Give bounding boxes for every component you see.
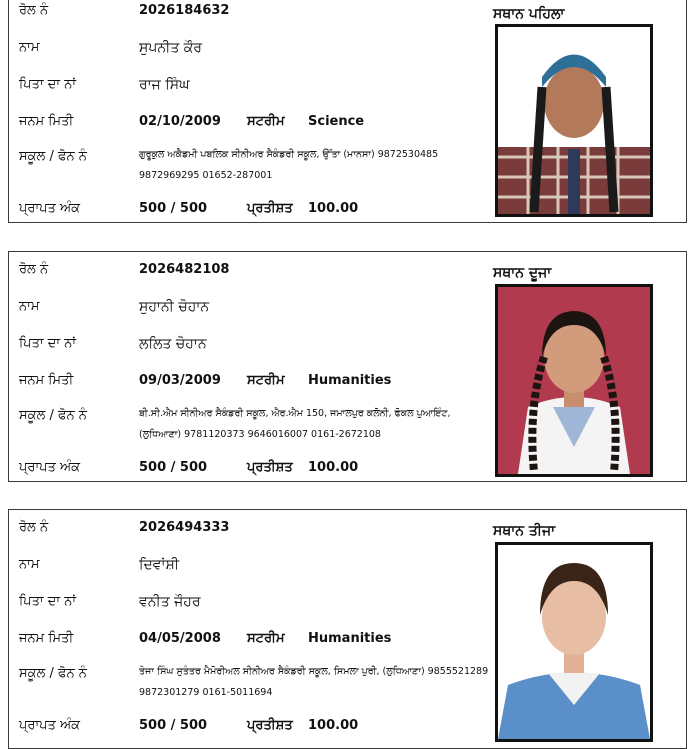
- marks-value: 500 / 500: [139, 718, 208, 733]
- father-label: ਪਿਤਾ ਦਾ ਨਾਂ: [19, 594, 77, 609]
- school-label: ਸਕੂਲ / ਫੋਨ ਨੰ: [19, 408, 87, 423]
- name-value: ਸੁਹਾਨੀ ਚੋਹਾਨ: [139, 299, 210, 315]
- student-portrait-image: [498, 27, 650, 214]
- father-value: ਵਨੀਤ ਜੌਹਰ: [139, 594, 201, 610]
- percent-value: 100.00: [308, 201, 359, 216]
- roll-label: ਰੋਲ ਨੰ: [19, 3, 49, 18]
- school-value: ਬੀ.ਸੀ.ਐਮ ਸੀਨੀਅਰ ਸੈਕੰਡਰੀ ਸਕੂਲ, ਐਰ.ਐਮ 150, ਜਮਾਲਪੁਰ ਕਲੋਨੀ, ਫੋਕਲ ਪੁਆਇੰਟ, (ਲੁਧਿਆਣਾ) 9781120373 9646016007 0161-2672108: [139, 408, 451, 440]
- marks-value: 500 / 500: [139, 201, 208, 216]
- student-photo: [495, 542, 653, 742]
- stream-label: ਸਟਰੀਮ: [247, 114, 285, 129]
- marks-label: ਪ੍ਰਾਪਤ ਅੰਕ: [19, 460, 81, 475]
- name-label: ਨਾਮ: [19, 40, 40, 55]
- marks-label: ਪ੍ਰਾਪਤ ਅੰਕ: [19, 201, 81, 216]
- roll-value: 2026494333: [139, 520, 230, 535]
- stream-value: Science: [308, 114, 365, 129]
- percent-label: ਪ੍ਰਤੀਸ਼ਤ: [247, 718, 293, 733]
- father-label: ਪਿਤਾ ਦਾ ਨਾਂ: [19, 77, 77, 92]
- student-card-2: [8, 251, 687, 482]
- stream-value: Humanities: [308, 631, 392, 646]
- dob-label: ਜਨਮ ਮਿਤੀ: [19, 114, 74, 129]
- dob-label: ਜਨਮ ਮਿਤੀ: [19, 373, 74, 388]
- percent-label: ਪ੍ਰਤੀਸ਼ਤ: [247, 201, 293, 216]
- marks-label: ਪ੍ਰਾਪਤ ਅੰਕ: [19, 718, 81, 733]
- dob-value: 02/10/2009: [139, 114, 221, 129]
- stream-value: Humanities: [308, 373, 392, 388]
- roll-label: ਰੋਲ ਨੰ: [19, 520, 49, 535]
- roll-label: ਰੋਲ ਨੰ: [19, 262, 49, 277]
- name-value: ਦਿਵਾਂਸ਼ੀ: [139, 557, 180, 573]
- stream-label: ਸਟਰੀਮ: [247, 373, 285, 388]
- roll-value: 2026184632: [139, 3, 230, 18]
- father-label: ਪਿਤਾ ਦਾ ਨਾਂ: [19, 336, 77, 351]
- student-card-3: [8, 509, 687, 749]
- student-photo: [495, 24, 653, 217]
- place-label: ਸਥਾਨ ਪਹਿਲਾ: [493, 6, 565, 22]
- student-card-1: [8, 0, 687, 223]
- marks-value: 500 / 500: [139, 460, 208, 475]
- stream-label: ਸਟਰੀਮ: [247, 631, 285, 646]
- father-value: ਰਾਜ ਸਿੰਘ: [139, 77, 190, 93]
- school-value: ਗੁਰੂਕੁਲ ਅਕੈਡਮੀ ਪਬਲਿਕ ਸੀਨੀਅਰ ਸੈਕੰਡਰੀ ਸਕੂਲ, ਉੱਤਾ (ਮਾਨਸਾ) 9872530485 9872969295 01652-287001: [139, 149, 439, 181]
- percent-value: 100.00: [308, 460, 359, 475]
- percent-value: 100.00: [308, 718, 359, 733]
- percent-label: ਪ੍ਰਤੀਸ਼ਤ: [247, 460, 293, 475]
- place-label: ਸਥਾਨ ਦੂਜਾ: [493, 265, 552, 281]
- father-value: ਲਲਿਤ ਚੋਹਾਨ: [139, 336, 207, 352]
- dob-label: ਜਨਮ ਮਿਤੀ: [19, 631, 74, 646]
- school-value: ਤੇਜਾ ਸਿੰਘ ਸੁਤੰਤਰ ਮੈਮੋਰੀਅਲ ਸੀਨੀਅਰ ਸੈਕੰਡਰੀ ਸਕੂਲ, ਸਿਮਲਾ ਪੁਰੀ, (ਲੁਧਿਆਣਾ) 9855521289 9872301279 0161-5011694: [139, 666, 489, 698]
- student-portrait-image: [498, 545, 650, 739]
- roll-value: 2026482108: [139, 262, 230, 277]
- school-label: ਸਕੂਲ / ਫੋਨ ਨੰ: [19, 666, 87, 681]
- name-label: ਨਾਮ: [19, 557, 40, 572]
- student-photo: [495, 284, 653, 477]
- dob-value: 09/03/2009: [139, 373, 221, 388]
- place-label: ਸਥਾਨ ਤੀਜਾ: [493, 523, 556, 539]
- student-portrait-image: [498, 287, 650, 474]
- name-value: ਸੁਪਨੀਤ ਕੌਰ: [139, 40, 202, 56]
- name-label: ਨਾਮ: [19, 299, 40, 314]
- dob-value: 04/05/2008: [139, 631, 221, 646]
- school-label: ਸਕੂਲ / ਫੋਨ ਨੰ: [19, 149, 87, 164]
